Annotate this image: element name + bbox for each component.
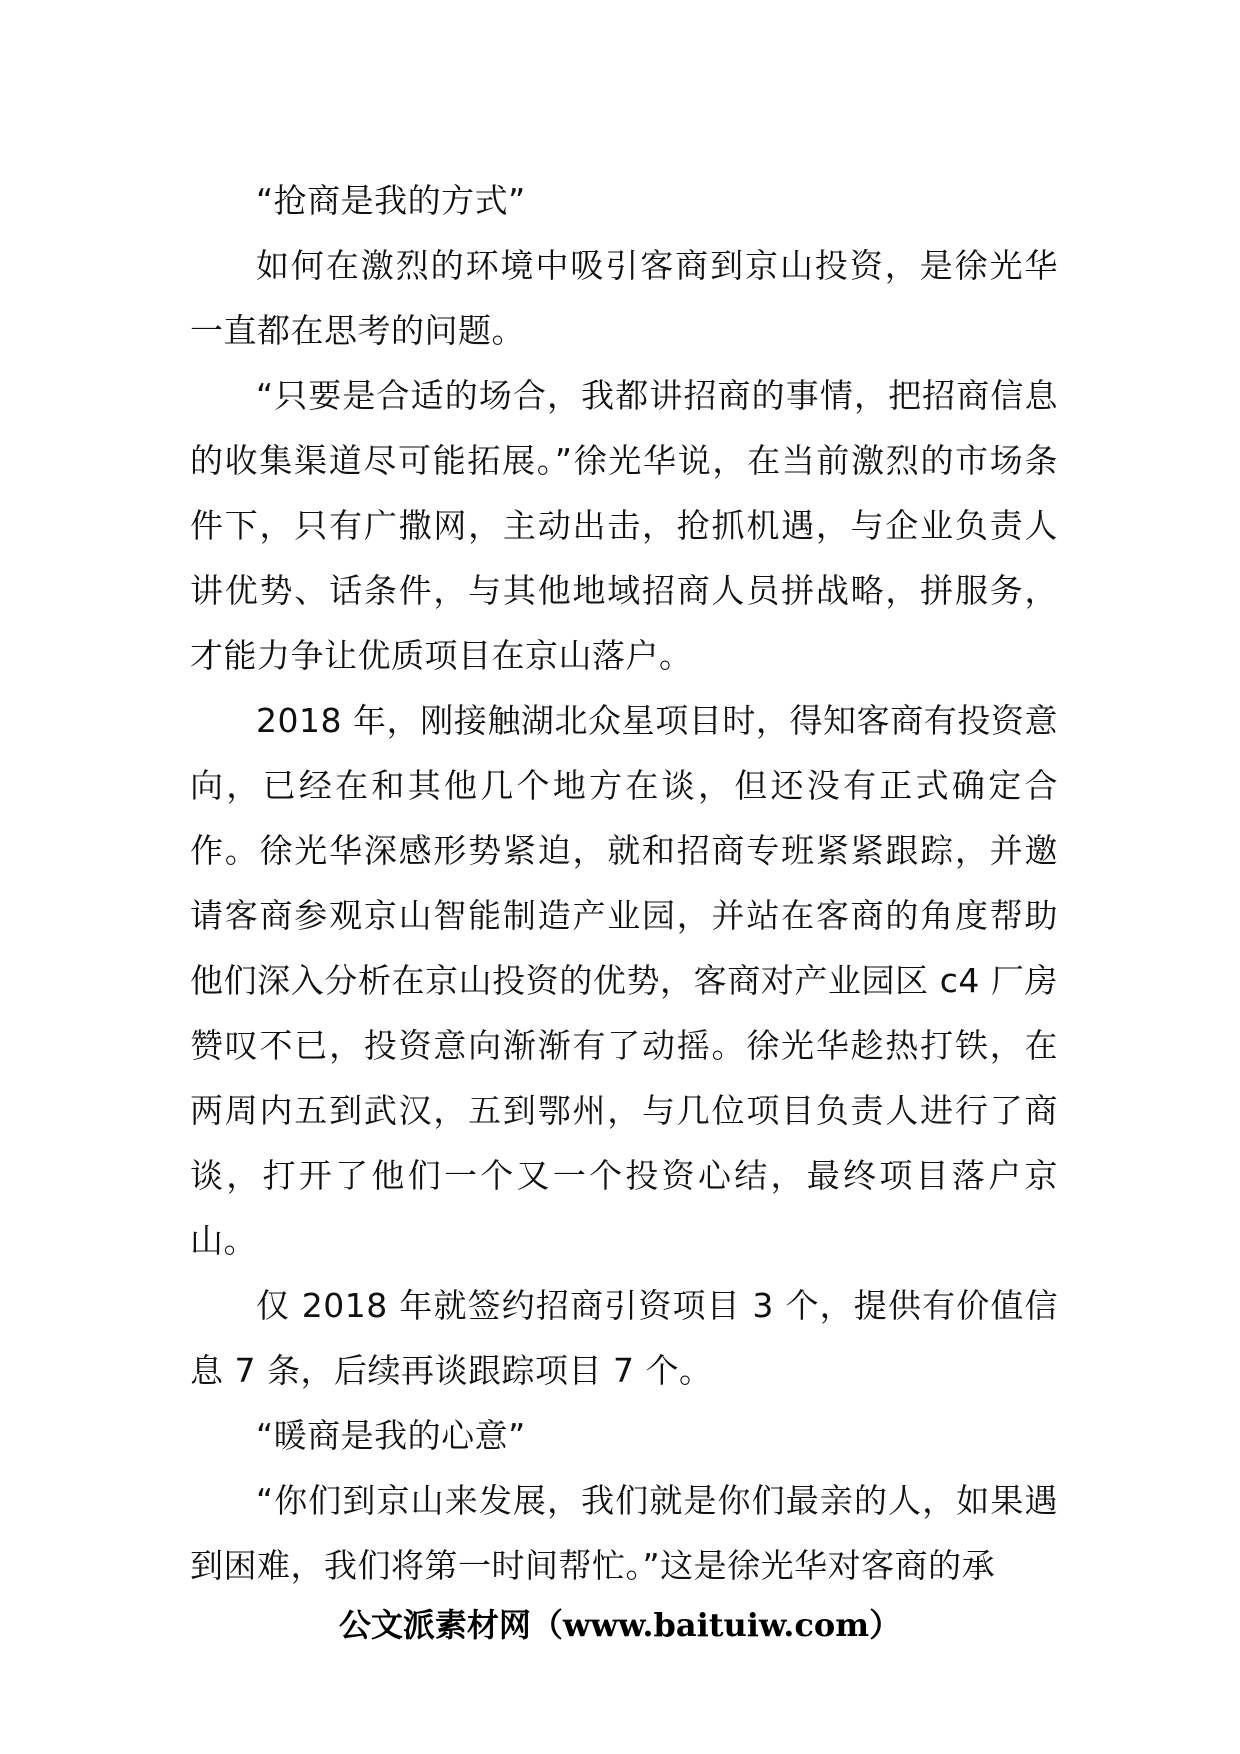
page-footer: 公文派素材网（www.baituiw.com） (338, 1606, 902, 1644)
body-paragraph-5: “你们到京山来发展，我们就是你们最亲的人，如果遇到困难，我们将第一时间帮忙。”这是徐光华对客商的承 (190, 1481, 1058, 1585)
body-paragraph-3: 2018 年，刚接触湖北众星项目时，得知客商有投资意向，已经在和其他几个地方在谈，但还没有正式确定合作。徐光华深感形势紧迫，就和招商专班紧紧跟踪，并邀请客商参观京山智能制造产业园，并站在客商的角度帮助他们深入分析在京山投资的优势，客商对产业园区 c4 厂房赞叹不已，投资意向渐渐有了动摇。徐光华趁热打铁，在两周内五到武汉，五到鄂州，与几位项目负责人进行了商谈，打开了他们一个又一个投资心结，最终项目落户京山。 (190, 701, 1058, 1260)
body-paragraph-4: 仅 2018 年就签约招商引资项目 3 个，提供有价值信息 7 条，后续再谈跟踪项目 7 个。 (190, 1286, 1058, 1390)
section-heading-1: “抢商是我的方式” (256, 181, 526, 220)
body-paragraph-1: 如何在激烈的环境中吸引客商到京山投资，是徐光华一直都在思考的问题。 (190, 246, 1058, 350)
body-paragraph-2: “只要是合适的场合，我都讲招商的事情，把招商信息的收集渠道尽可能拓展。”徐光华说，在当前激烈的市场条件下，只有广撒网，主动出击，抢抓机遇，与企业负责人讲优势、话条件，与其他地域招商人员拼战略，拼服务，才能力争让优质项目在京山落户。 (190, 376, 1058, 675)
document-body (190, 168, 1058, 1598)
section-heading-2: “暖商是我的心意” (256, 1416, 526, 1455)
